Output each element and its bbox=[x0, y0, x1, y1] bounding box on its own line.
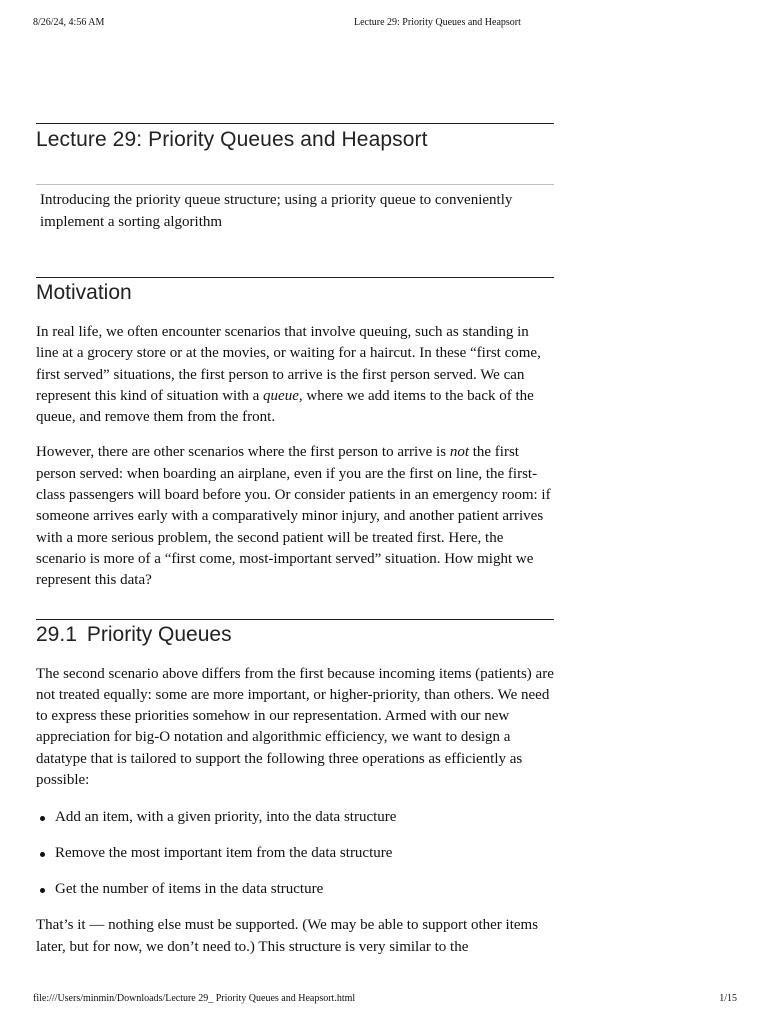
section-rule bbox=[36, 619, 554, 620]
text-run: the first person served: when boarding an airplane, even if you are the first on line, the first-class passengers will board before you. Or consider patients in an emergency room: if someone arrives early with a comparatively minor injury, and another patient arrives with a more serious problem, the second patient will be treated first. Here, the scenario is more of a “first come, most-important served” situation. How might we represent this data? bbox=[36, 444, 551, 589]
motivation-paragraph-1 bbox=[36, 322, 554, 428]
emphasis-not: not bbox=[449, 444, 469, 461]
section-heading-motivation: Motivation bbox=[36, 281, 132, 304]
priority-queues-paragraph-1: The second scenario above differs from the first because incoming items (patients) are not treated equally: some are more important, or higher-priority, than others. We need to express these priorities somehow in our representation. Armed with our new appreciation for big-O notation and algorithmic efficiency, we want to design a datatype that is tailored to support the following three operations as efficiently as possible: bbox=[36, 665, 554, 789]
print-footer bbox=[0, 993, 768, 1007]
section-number: 29.1 bbox=[36, 622, 77, 646]
motivation-paragraph-2 bbox=[36, 442, 554, 591]
section-title: Priority Queues bbox=[86, 622, 232, 646]
text-run: However, there are other scenarios where the first person to arrive is bbox=[36, 444, 450, 461]
print-page-number: 1/15 bbox=[719, 993, 737, 1004]
list-item: Add an item, with a given priority, into the data structure bbox=[36, 807, 554, 828]
print-header bbox=[0, 17, 768, 31]
section-motivation bbox=[36, 277, 554, 592]
emphasis-queue: queue bbox=[263, 387, 299, 404]
text-run: In real life, we often encounter scenarios that involve queuing, such as standing in line at a grocery store or at the movies, or waiting for a haircut. In these “first come, first served” situations, the first person to arrive is the first person served. We can represent this kind of situation with a bbox=[36, 324, 541, 404]
priority-queues-paragraph-2: That’s it — nothing else must be supported. (We may be able to support other items later, but for now, we don’t need to.) This structure is very similar to the bbox=[36, 917, 539, 955]
document-content bbox=[36, 123, 554, 958]
print-file-path: file:///Users/minmin/Downloads/Lecture 29_ Priority Queues and Heapsort.html bbox=[33, 993, 356, 1004]
print-timestamp: 8/26/24, 4:56 AM bbox=[33, 17, 105, 28]
section-heading-priority-queues bbox=[36, 623, 554, 647]
operations-list bbox=[36, 807, 554, 900]
text-run: , where we add items to the back of the queue, and remove them from the front. bbox=[36, 387, 534, 426]
title-rule bbox=[36, 123, 554, 124]
page-title: Lecture 29: Priority Queues and Heapsort bbox=[36, 128, 428, 151]
section-rule bbox=[36, 277, 554, 278]
abstract: Introducing the priority queue structure; using a priority queue to conveniently implement a sorting algorithm bbox=[36, 184, 554, 233]
print-page-title: Lecture 29: Priority Queues and Heapsort bbox=[354, 17, 521, 28]
list-item: Remove the most important item from the data structure bbox=[36, 843, 554, 864]
list-item: Get the number of items in the data structure bbox=[36, 879, 554, 900]
section-priority-queues bbox=[36, 619, 554, 958]
